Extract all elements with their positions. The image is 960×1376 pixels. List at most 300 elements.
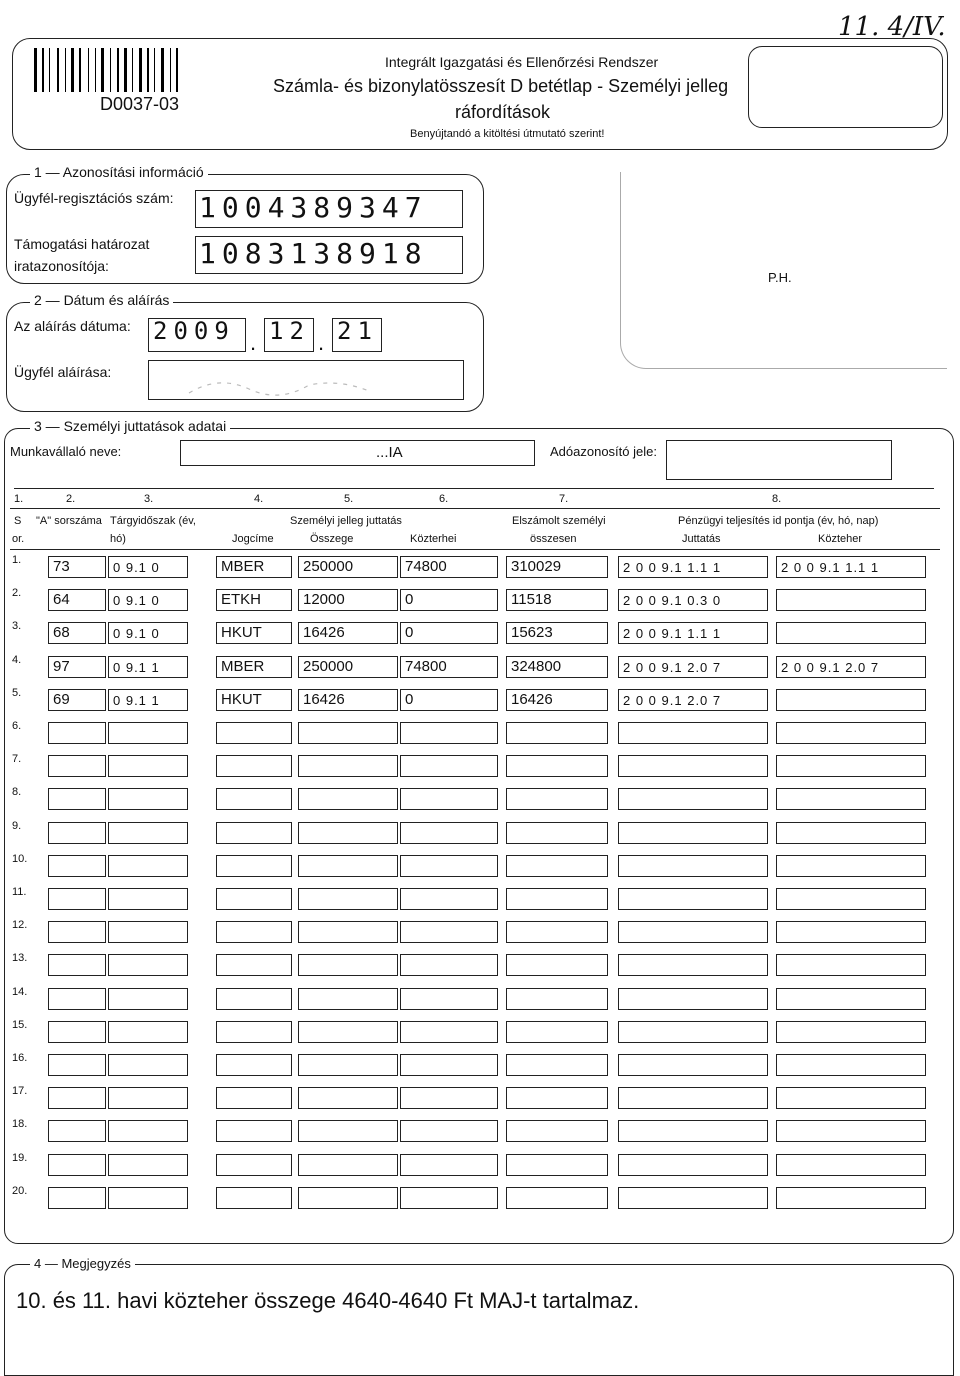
- cell-value: MBER: [221, 657, 265, 675]
- cell-code[interactable]: [216, 921, 292, 943]
- date-sep-2: .: [318, 330, 325, 355]
- tax-id-label: Adóazonosító jele:: [550, 444, 657, 459]
- cell-taxpay[interactable]: [776, 722, 926, 744]
- note-text[interactable]: 10. és 11. havi közteher összege 4640-4640 Ft MAJ-t tartalmaz.: [16, 1288, 640, 1313]
- cell-tax[interactable]: [400, 788, 498, 810]
- cell-total[interactable]: [506, 988, 608, 1010]
- cell-value: 2 0 0 9.1 2.0 7: [623, 659, 722, 675]
- cell-taxpay[interactable]: [776, 589, 926, 611]
- col-num-6: 6.: [439, 493, 449, 505]
- col-header-total-2: összesen: [530, 533, 577, 545]
- barcode-bar: [95, 48, 96, 92]
- col-header-amount: Összege: [310, 533, 354, 545]
- date-day-field[interactable]: [332, 318, 382, 352]
- table-row: [10, 915, 940, 948]
- cell-amt[interactable]: [298, 1120, 398, 1142]
- col-header-total: Elszámolt személyi: [512, 515, 606, 527]
- cell-amt[interactable]: [298, 1087, 398, 1109]
- barcode-bar: [161, 48, 164, 92]
- col-num-2: 2.: [66, 493, 76, 505]
- cell-tax[interactable]: [400, 921, 498, 943]
- barcode-bar: [49, 48, 50, 92]
- row-number: 18.: [12, 1118, 28, 1131]
- cell-value: 0: [405, 591, 414, 609]
- table-row: [10, 716, 940, 749]
- cell-taxpay[interactable]: [776, 788, 926, 810]
- cell-taxpay[interactable]: [776, 1154, 926, 1176]
- cell-a[interactable]: [48, 689, 106, 711]
- cell-taxpay[interactable]: [776, 822, 926, 844]
- cell-tax[interactable]: [400, 855, 498, 877]
- col-header-benefit: Személyi jelleg juttatás: [290, 515, 402, 527]
- cell-value: 16426: [303, 690, 345, 708]
- table-row: [10, 948, 940, 981]
- row-number: 5.: [12, 686, 22, 699]
- cell-pay[interactable]: [618, 556, 768, 578]
- cell-ym[interactable]: [108, 954, 188, 976]
- form-title-line1: Számla- és bizonylatösszesít D betétlap - Személyi jelleg: [273, 76, 729, 96]
- cell-amt[interactable]: [298, 722, 398, 744]
- cell-total[interactable]: [506, 1154, 608, 1176]
- cell-value: 2 0 0 9.1 1.1 1: [623, 560, 722, 575]
- cell-a[interactable]: [48, 755, 106, 777]
- cell-value: 16426: [511, 690, 553, 708]
- cell-code[interactable]: [216, 689, 292, 711]
- reg-number-value: 1004389347: [199, 191, 428, 224]
- cell-pay[interactable]: [618, 622, 768, 644]
- cell-amt[interactable]: [298, 988, 398, 1010]
- cell-a[interactable]: [48, 921, 106, 943]
- cell-code[interactable]: [216, 622, 292, 644]
- cell-amt[interactable]: [298, 622, 398, 644]
- section4-heading: 4 — Megjegyzés: [30, 1256, 135, 1271]
- cell-value: 16426: [303, 624, 345, 642]
- row-number: 7.: [12, 753, 22, 766]
- cell-ym[interactable]: [108, 988, 188, 1010]
- cell-tax[interactable]: [400, 954, 498, 976]
- cell-tax[interactable]: [400, 1021, 498, 1043]
- cell-value: 97: [53, 657, 70, 675]
- cell-pay[interactable]: [618, 1021, 768, 1043]
- cell-code[interactable]: [216, 822, 292, 844]
- row-number: 1.: [12, 554, 22, 566]
- date-day-value: 21: [337, 317, 378, 345]
- cell-total[interactable]: [506, 755, 608, 777]
- handwritten-page-number: 11. 4/IV.: [838, 12, 946, 42]
- cell-total[interactable]: [506, 954, 608, 976]
- row-number: 9.: [12, 819, 22, 832]
- cell-total[interactable]: [506, 855, 608, 877]
- cell-taxpay[interactable]: [776, 1187, 926, 1209]
- row-number: 11.: [12, 886, 27, 898]
- cell-a[interactable]: [48, 822, 106, 844]
- date-month-value: 12: [269, 317, 310, 345]
- cell-pay[interactable]: [618, 689, 768, 711]
- cell-ym[interactable]: [108, 1187, 188, 1209]
- cell-amt[interactable]: [298, 822, 398, 844]
- cell-value: 2 0 0 9.1 0.3 0: [623, 593, 722, 609]
- date-year-value: 2009: [153, 317, 235, 345]
- cell-amt[interactable]: [298, 656, 398, 678]
- cell-code[interactable]: [216, 556, 292, 578]
- col-header-a-number: "A" sorszáma: [36, 515, 102, 527]
- cell-amt[interactable]: [298, 1021, 398, 1043]
- decision-label-line1: Támogatási határozat: [14, 236, 150, 252]
- cell-ym[interactable]: [108, 1087, 188, 1109]
- cell-pay[interactable]: [618, 755, 768, 777]
- instruction: Benyújtandó a kitöltési útmutató szerint!: [410, 128, 605, 140]
- cell-total[interactable]: [506, 1054, 608, 1076]
- employee-name-field[interactable]: [180, 440, 535, 466]
- table-row: [10, 1148, 940, 1181]
- row-number: 16.: [12, 1052, 28, 1064]
- cell-code[interactable]: [216, 722, 292, 744]
- cell-amt[interactable]: [298, 589, 398, 611]
- cell-code[interactable]: [216, 888, 292, 910]
- cell-tax[interactable]: [400, 656, 498, 678]
- decision-id-value: 1083138918: [199, 237, 428, 270]
- cell-tax[interactable]: [400, 1187, 498, 1209]
- cell-total[interactable]: [506, 822, 608, 844]
- barcode-bar: [139, 48, 142, 92]
- cell-ym[interactable]: [108, 589, 188, 611]
- barcode-bar: [154, 48, 155, 92]
- cell-ym[interactable]: [108, 1021, 188, 1043]
- decision-label-line2: iratazonosítója:: [14, 258, 109, 274]
- cell-ym[interactable]: [108, 1154, 188, 1176]
- col-header-payment: Pénzügyi teljesítés id pontja (év, hó, nap): [678, 515, 879, 527]
- barcode: [34, 48, 244, 92]
- col-header-period: Tárgyidőszak (év,: [110, 515, 196, 527]
- cell-amt[interactable]: [298, 1054, 398, 1076]
- cell-amt[interactable]: [298, 954, 398, 976]
- cell-taxpay[interactable]: [776, 1054, 926, 1076]
- cell-taxpay[interactable]: [776, 622, 926, 644]
- reg-number-label: Ügyfél-regisztációs szám:: [14, 190, 174, 206]
- cell-total[interactable]: [506, 1021, 608, 1043]
- cell-taxpay[interactable]: [776, 888, 926, 910]
- cell-amt[interactable]: [298, 788, 398, 810]
- cell-amt[interactable]: [298, 556, 398, 578]
- cell-code[interactable]: [216, 788, 292, 810]
- cell-a[interactable]: [48, 1054, 106, 1076]
- cell-a[interactable]: [48, 556, 106, 578]
- table-row: [10, 982, 940, 1015]
- col-header-or: or.: [12, 533, 25, 545]
- cell-a[interactable]: [48, 1154, 106, 1176]
- cell-a[interactable]: [48, 589, 106, 611]
- table-row: [10, 1181, 940, 1214]
- row-number: 4.: [12, 653, 22, 666]
- barcode-bar: [79, 48, 81, 92]
- col-num-7: 7.: [559, 493, 569, 505]
- cell-value: 73: [53, 558, 70, 575]
- cell-a[interactable]: [48, 954, 106, 976]
- cell-value: 2 0 0 9.1 2.0 7: [623, 692, 722, 708]
- cell-ym[interactable]: [108, 656, 188, 678]
- cell-value: ETKH: [221, 591, 262, 609]
- cell-amt[interactable]: [298, 921, 398, 943]
- cell-taxpay[interactable]: [776, 855, 926, 877]
- column-headers: [10, 508, 940, 550]
- column-numbers-row: [14, 488, 934, 505]
- cell-pay[interactable]: [618, 788, 768, 810]
- cell-taxpay[interactable]: [776, 755, 926, 777]
- cell-tax[interactable]: [400, 722, 498, 744]
- form-title-line2: ráfordítások: [455, 102, 551, 122]
- cell-tax[interactable]: [400, 689, 498, 711]
- cell-a[interactable]: [48, 1087, 106, 1109]
- cell-value: MBER: [221, 558, 265, 575]
- cell-pay[interactable]: [618, 656, 768, 678]
- cell-value: 15623: [511, 624, 553, 642]
- cell-value: 310029: [511, 558, 562, 575]
- cell-ym[interactable]: [108, 755, 188, 777]
- cell-taxpay[interactable]: [776, 1120, 926, 1142]
- row-number: 12.: [12, 919, 28, 932]
- row-number: 3.: [12, 620, 22, 633]
- cell-tax[interactable]: [400, 589, 498, 611]
- date-month-field[interactable]: [264, 318, 314, 352]
- row-number: 17.: [12, 1085, 28, 1098]
- cell-total[interactable]: [506, 556, 608, 578]
- cell-amt[interactable]: [298, 855, 398, 877]
- col-header-payment-charges: Közteher: [818, 533, 863, 545]
- cell-total[interactable]: [506, 689, 608, 711]
- employee-name-label: Munkavállaló neve:: [10, 444, 122, 459]
- cell-tax[interactable]: [400, 755, 498, 777]
- row-number: 2.: [12, 587, 22, 600]
- cell-value: 68: [53, 624, 70, 642]
- header-right-box: [748, 46, 943, 128]
- cell-total[interactable]: [506, 1120, 608, 1142]
- cell-tax[interactable]: [400, 622, 498, 644]
- cell-code[interactable]: [216, 1154, 292, 1176]
- cell-taxpay[interactable]: [776, 1021, 926, 1043]
- cell-value: 0 9.1 1: [113, 692, 160, 708]
- cell-tax[interactable]: [400, 822, 498, 844]
- cell-amt[interactable]: [298, 1187, 398, 1209]
- cell-value: 250000: [303, 558, 354, 575]
- cell-a[interactable]: [48, 656, 106, 678]
- cell-taxpay[interactable]: [776, 656, 926, 678]
- signature-field[interactable]: [148, 360, 464, 400]
- table-row: [10, 550, 940, 583]
- cell-pay[interactable]: [618, 1087, 768, 1109]
- barcode-bar: [57, 48, 59, 92]
- cell-value: 11518: [511, 591, 552, 609]
- cell-ym[interactable]: [108, 556, 188, 578]
- col-num-5: 5.: [344, 493, 354, 505]
- reg-number-field[interactable]: [195, 190, 463, 228]
- cell-code[interactable]: [216, 954, 292, 976]
- row-number: 6.: [12, 720, 22, 732]
- cell-a[interactable]: [48, 1021, 106, 1043]
- cell-tax[interactable]: [400, 1054, 498, 1076]
- cell-code[interactable]: [216, 988, 292, 1010]
- table-row: [10, 616, 940, 649]
- barcode-bar: [170, 48, 171, 92]
- cell-a[interactable]: [48, 622, 106, 644]
- table-row: [10, 583, 940, 616]
- tax-id-field[interactable]: [666, 440, 892, 480]
- cell-amt[interactable]: [298, 1154, 398, 1176]
- decision-id-field[interactable]: [195, 236, 463, 274]
- employee-name-value: ...IA: [376, 444, 403, 461]
- barcode-bar: [101, 48, 104, 92]
- cell-pay[interactable]: [618, 822, 768, 844]
- cell-value: 74800: [405, 657, 447, 675]
- row-number: 20.: [12, 1184, 28, 1197]
- cell-taxpay[interactable]: [776, 988, 926, 1010]
- cell-amt[interactable]: [298, 689, 398, 711]
- cell-pay[interactable]: [618, 1154, 768, 1176]
- row-number: 19.: [12, 1151, 28, 1164]
- barcode-bar: [88, 48, 89, 92]
- barcode-bar: [147, 48, 149, 92]
- cell-total[interactable]: [506, 722, 608, 744]
- cell-ym[interactable]: [108, 722, 188, 744]
- cell-taxpay[interactable]: [776, 921, 926, 943]
- cell-taxpay[interactable]: [776, 954, 926, 976]
- col-header-s: S: [14, 515, 22, 527]
- barcode-bar: [71, 48, 74, 92]
- cell-code[interactable]: [216, 1087, 292, 1109]
- barcode-bar: [42, 48, 44, 92]
- cell-value: 250000: [303, 657, 354, 675]
- cell-taxpay[interactable]: [776, 689, 926, 711]
- cell-pay[interactable]: [618, 722, 768, 744]
- cell-a[interactable]: [48, 855, 106, 877]
- cell-value: HKUT: [221, 690, 262, 708]
- table-row: [10, 683, 940, 716]
- col-header-title: Jogcíme: [232, 533, 274, 545]
- row-number: 13.: [12, 952, 28, 965]
- cell-value: 74800: [405, 558, 447, 575]
- cell-total[interactable]: [506, 656, 608, 678]
- date-label: Az aláírás dátuma:: [14, 318, 131, 334]
- cell-ym[interactable]: [108, 1054, 188, 1076]
- cell-total[interactable]: [506, 888, 608, 910]
- barcode-bar: [117, 48, 119, 92]
- signature-scribble: [179, 365, 379, 397]
- table-row: [10, 782, 940, 815]
- cell-tax[interactable]: [400, 556, 498, 578]
- benefit-rows: [10, 550, 940, 1230]
- cell-a[interactable]: [48, 1120, 106, 1142]
- cell-code[interactable]: [216, 1054, 292, 1076]
- cell-code[interactable]: [216, 1021, 292, 1043]
- cell-ym[interactable]: [108, 689, 188, 711]
- col-num-1: 1.: [14, 493, 24, 505]
- date-year-field[interactable]: [148, 318, 246, 352]
- cell-value: 2 0 0 9.1 1.1 1: [781, 560, 880, 575]
- cell-value: 0: [405, 690, 414, 708]
- cell-value: 324800: [511, 657, 562, 675]
- table-row: [10, 1048, 940, 1081]
- cell-amt[interactable]: [298, 755, 398, 777]
- table-row: [10, 882, 940, 915]
- system-name: Integrált Igazgatási és Ellenőrzési Rendszer: [385, 54, 659, 70]
- cell-ym[interactable]: [108, 921, 188, 943]
- table-row: [10, 1114, 940, 1147]
- signature-label: Ügyfél aláírása:: [14, 364, 112, 380]
- cell-tax[interactable]: [400, 1087, 498, 1109]
- cell-taxpay[interactable]: [776, 1087, 926, 1109]
- cell-pay[interactable]: [618, 988, 768, 1010]
- cell-ym[interactable]: [108, 622, 188, 644]
- cell-pay[interactable]: [618, 1120, 768, 1142]
- row-number: 15.: [12, 1018, 28, 1031]
- cell-value: 12000: [303, 591, 345, 609]
- row-number: 14.: [12, 985, 28, 998]
- col-num-3: 3.: [144, 493, 154, 505]
- barcode-bar: [176, 48, 178, 92]
- cell-code[interactable]: [216, 855, 292, 877]
- cell-ym[interactable]: [108, 855, 188, 877]
- cell-amt[interactable]: [298, 888, 398, 910]
- cell-value: 2 0 0 9.1 2.0 7: [781, 659, 880, 675]
- cell-value: HKUT: [221, 624, 262, 642]
- col-header-payment-benefit: Juttatás: [682, 533, 721, 545]
- barcode-bar: [124, 48, 127, 92]
- cell-total[interactable]: [506, 1087, 608, 1109]
- cell-code[interactable]: [216, 755, 292, 777]
- cell-tax[interactable]: [400, 888, 498, 910]
- table-row: [10, 849, 940, 882]
- cell-total[interactable]: [506, 1187, 608, 1209]
- cell-pay[interactable]: [618, 921, 768, 943]
- row-number: 10.: [12, 852, 28, 865]
- cell-pay[interactable]: [618, 855, 768, 877]
- row-number: 8.: [12, 786, 22, 799]
- cell-tax[interactable]: [400, 1120, 498, 1142]
- cell-code[interactable]: [216, 1120, 292, 1142]
- cell-code[interactable]: [216, 656, 292, 678]
- cell-a[interactable]: [48, 988, 106, 1010]
- cell-a[interactable]: [48, 1187, 106, 1209]
- cell-pay[interactable]: [618, 888, 768, 910]
- cell-code[interactable]: [216, 589, 292, 611]
- cell-tax[interactable]: [400, 1154, 498, 1176]
- cell-total[interactable]: [506, 589, 608, 611]
- cell-ym[interactable]: [108, 822, 188, 844]
- cell-pay[interactable]: [618, 954, 768, 976]
- cell-tax[interactable]: [400, 988, 498, 1010]
- cell-total[interactable]: [506, 622, 608, 644]
- cell-pay[interactable]: [618, 589, 768, 611]
- cell-ym[interactable]: [108, 788, 188, 810]
- cell-total[interactable]: [506, 788, 608, 810]
- cell-taxpay[interactable]: [776, 556, 926, 578]
- col-num-8: 8.: [772, 493, 782, 505]
- cell-a[interactable]: [48, 888, 106, 910]
- barcode-bar: [34, 48, 37, 92]
- cell-pay[interactable]: [618, 1054, 768, 1076]
- cell-total[interactable]: [506, 921, 608, 943]
- cell-value: 2 0 0 9.1 1.1 1: [623, 626, 722, 642]
- table-row: [10, 1015, 940, 1048]
- cell-code[interactable]: [216, 1187, 292, 1209]
- cell-a[interactable]: [48, 722, 106, 744]
- cell-ym[interactable]: [108, 888, 188, 910]
- cell-ym[interactable]: [108, 1120, 188, 1142]
- cell-a[interactable]: [48, 788, 106, 810]
- barcode-id: D0037-03: [100, 94, 180, 114]
- cell-pay[interactable]: [618, 1187, 768, 1209]
- cell-value: 0 9.1 1: [113, 659, 160, 675]
- cell-value: 0 9.1 0: [113, 560, 160, 575]
